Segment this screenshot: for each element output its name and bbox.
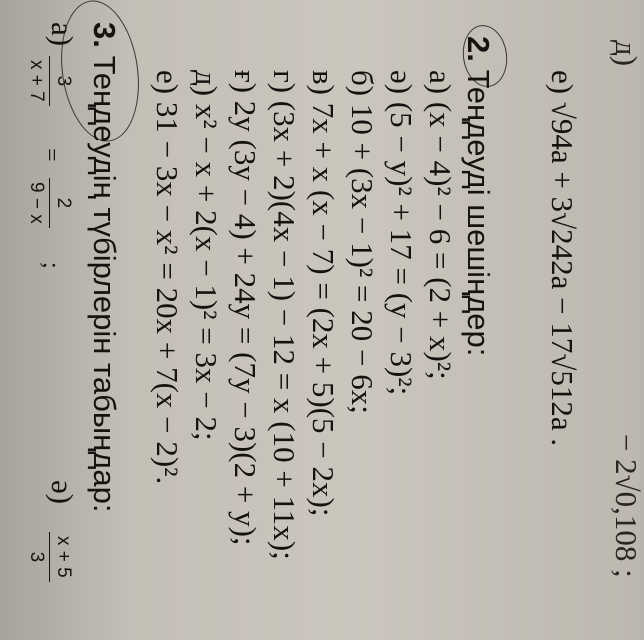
exercise-2-item-gh: ғ) 2y (3y − 4) + 24y = (7y − 3)(2 + y);: [228, 70, 263, 546]
exercise-2-title: 2. Теңдеуді шешіңдер:: [461, 36, 496, 357]
exercise-3-title: 3. Теңдеудің түбірлерін табыңдар:: [87, 22, 122, 513]
exercise-3-item-a-left-fraction: 3 x + 7: [25, 56, 74, 106]
exercise-2-item-g: г) (3x + 2)(4x − 1) − 12 = x (10 + 11x);: [267, 70, 302, 560]
exercise-3-item-a-equals: =: [38, 148, 64, 162]
exercise-3-item-a-semicolon: ;: [38, 262, 64, 269]
exercise-2-item-b: б) 10 + (3x − 1)² = 20 − 6x;: [345, 70, 380, 414]
exercise-3-item-a-label: а): [45, 22, 80, 47]
exercise-3-item-a-right-fraction: 2 9 − x: [25, 178, 74, 228]
exercise-2-item-schwa: ә) (5 − y)² + 17 = (y − 3)²;: [384, 70, 419, 396]
exercise-2-item-d: д) x² − x + 2(x − 1)² = 3x − 2;: [189, 70, 224, 441]
exercise-3-item-schwa-fraction: x + 5 3: [25, 532, 74, 582]
exercise-2-item-e: е) 31 − 3x − x² = 20x + 7(x − 2)².: [150, 70, 185, 485]
exercise-2-item-v: в) 7x + x (x − 7) = (2x + 5)(5 − 2x);: [306, 70, 341, 517]
cut-off-top-line: д) − 2√0,108 ;: [609, 40, 644, 578]
exercise-1-item-e: е) √94a + 3√242a − 17√512a .: [545, 70, 580, 447]
exercise-3-item-schwa-label: ә): [45, 480, 80, 505]
exercise-2-item-a: а) (x − 4)² − 6 = (2 + x)²;: [423, 70, 458, 380]
